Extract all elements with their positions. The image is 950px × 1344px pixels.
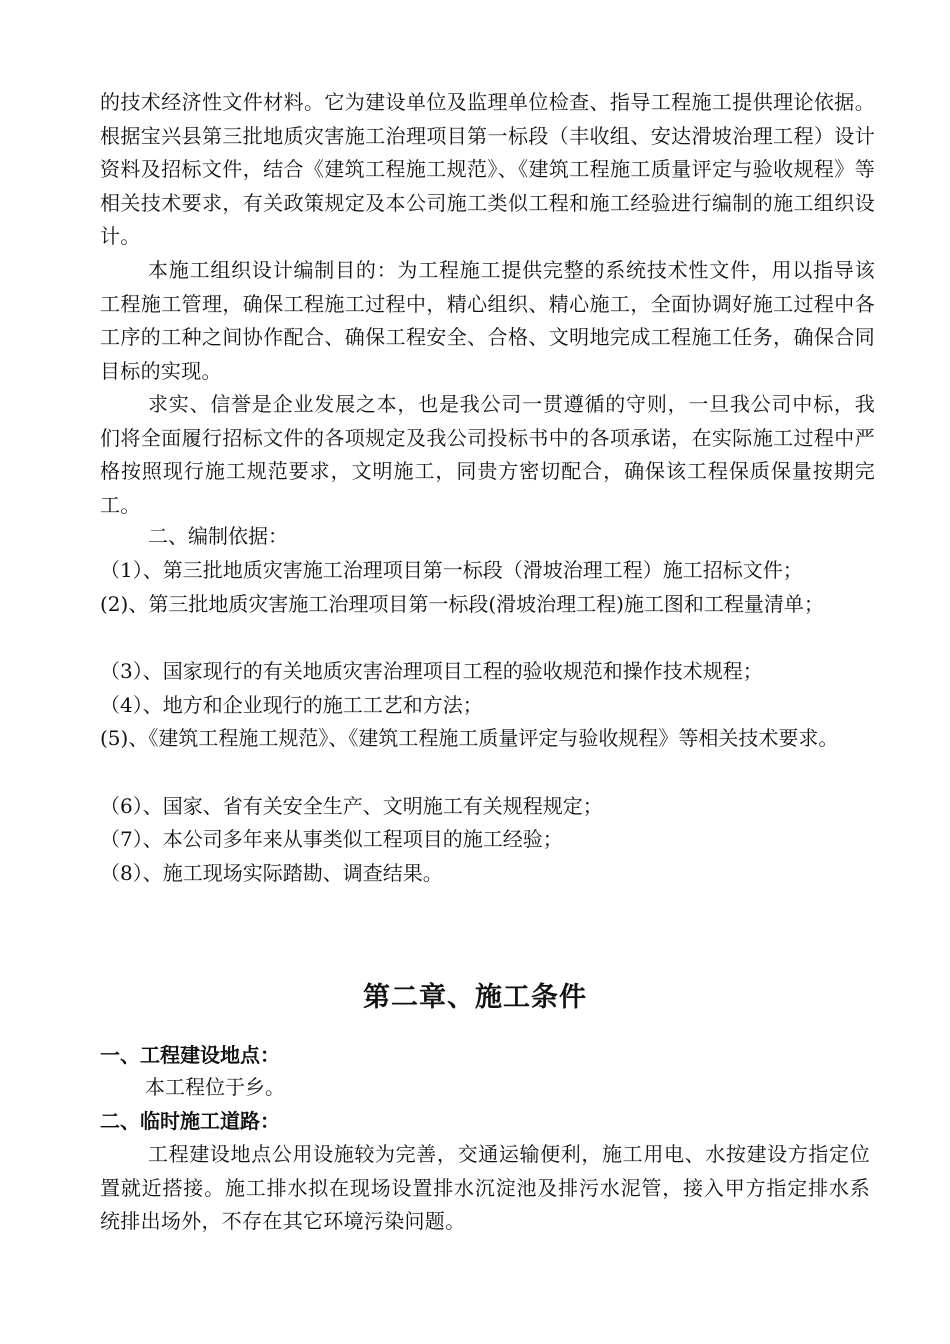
- basis-item-5: (5)、《建筑工程施工规范》、《建筑工程施工质量评定与验收规程》等相关技术要求。: [100, 726, 839, 750]
- section-2-text: 工程建设地点公用设施较为完善，交通运输便利，施工用电、水按建设方指定位置就近搭接。施工排水拟在现场设置排水沉淀池及排污水泥管，接入甲方指定排水系统排出场外，不存在其它环境污染问题。: [100, 1142, 870, 1233]
- basis-item-8: （8）、施工现场实际踏勘、调查结果。: [100, 861, 443, 885]
- intro-paragraph-3: 求实、信誉是企业发展之本，也是我公司一贯遵循的守则，一旦我公司中标，我们将全面履行招标文件的各项规定及我公司投标书中的各项承诺，在实际施工过程中严格按照现行施工规范要求，文明施工，同贵方密切配合，确保该工程保质保量按期完工。: [100, 392, 875, 517]
- section-2-heading: 二、临时施工道路：: [100, 1109, 280, 1133]
- basis-item-7: （7）、本公司多年来从事类似工程项目的施工经验；: [100, 827, 563, 851]
- section-1-heading: 一、工程建设地点：: [100, 1043, 280, 1067]
- basis-item-3: （3）、国家现行的有关地质灾害治理项目工程的验收规范和操作技术规程；: [100, 659, 763, 683]
- intro-paragraph-1: 的技术经济性文件材料。它为建设单位及监理单位检查、指导工程施工提供理论依据。根据宝兴县第三批地质灾害施工治理项目第一标段（丰收组、安达滑坡治理工程）设计资料及招标文件，结合《建筑工程施工规范》、《建筑工程施工质量评定与验收规程》等相关技术要求，有关政策规定及本公司施工类似工程和施工经验进行编制的施工组织设计。: [100, 90, 875, 248]
- basis-item-2: (2)、第三批地质灾害施工治理项目第一标段(滑坡治理工程)施工图和工程量清单；: [100, 592, 824, 616]
- section-1-text: 本工程位于乡。: [145, 1075, 285, 1099]
- basis-item-1: （1）、第三批地质灾害施工治理项目第一标段（滑坡治理工程）施工招标文件；: [100, 558, 803, 582]
- chapter-title: 第二章、施工条件: [363, 982, 587, 1013]
- basis-item-6: （6）、国家、省有关安全生产、文明施工有关规程规定；: [100, 794, 603, 818]
- basis-item-4: （4）、地方和企业现行的施工工艺和方法；: [100, 693, 483, 717]
- basis-heading: 二、编制依据：: [148, 524, 288, 548]
- intro-paragraph-2: 本施工组织设计编制目的：为工程施工提供完整的系统技术性文件，用以指导该工程施工管理，确保工程施工过程中，精心组织、精心施工，全面协调好施工过程中各工序的工种之间协作配合、确保工程安全、合格、文明地完成工程施工任务，确保合同目标的实现。: [100, 258, 875, 383]
